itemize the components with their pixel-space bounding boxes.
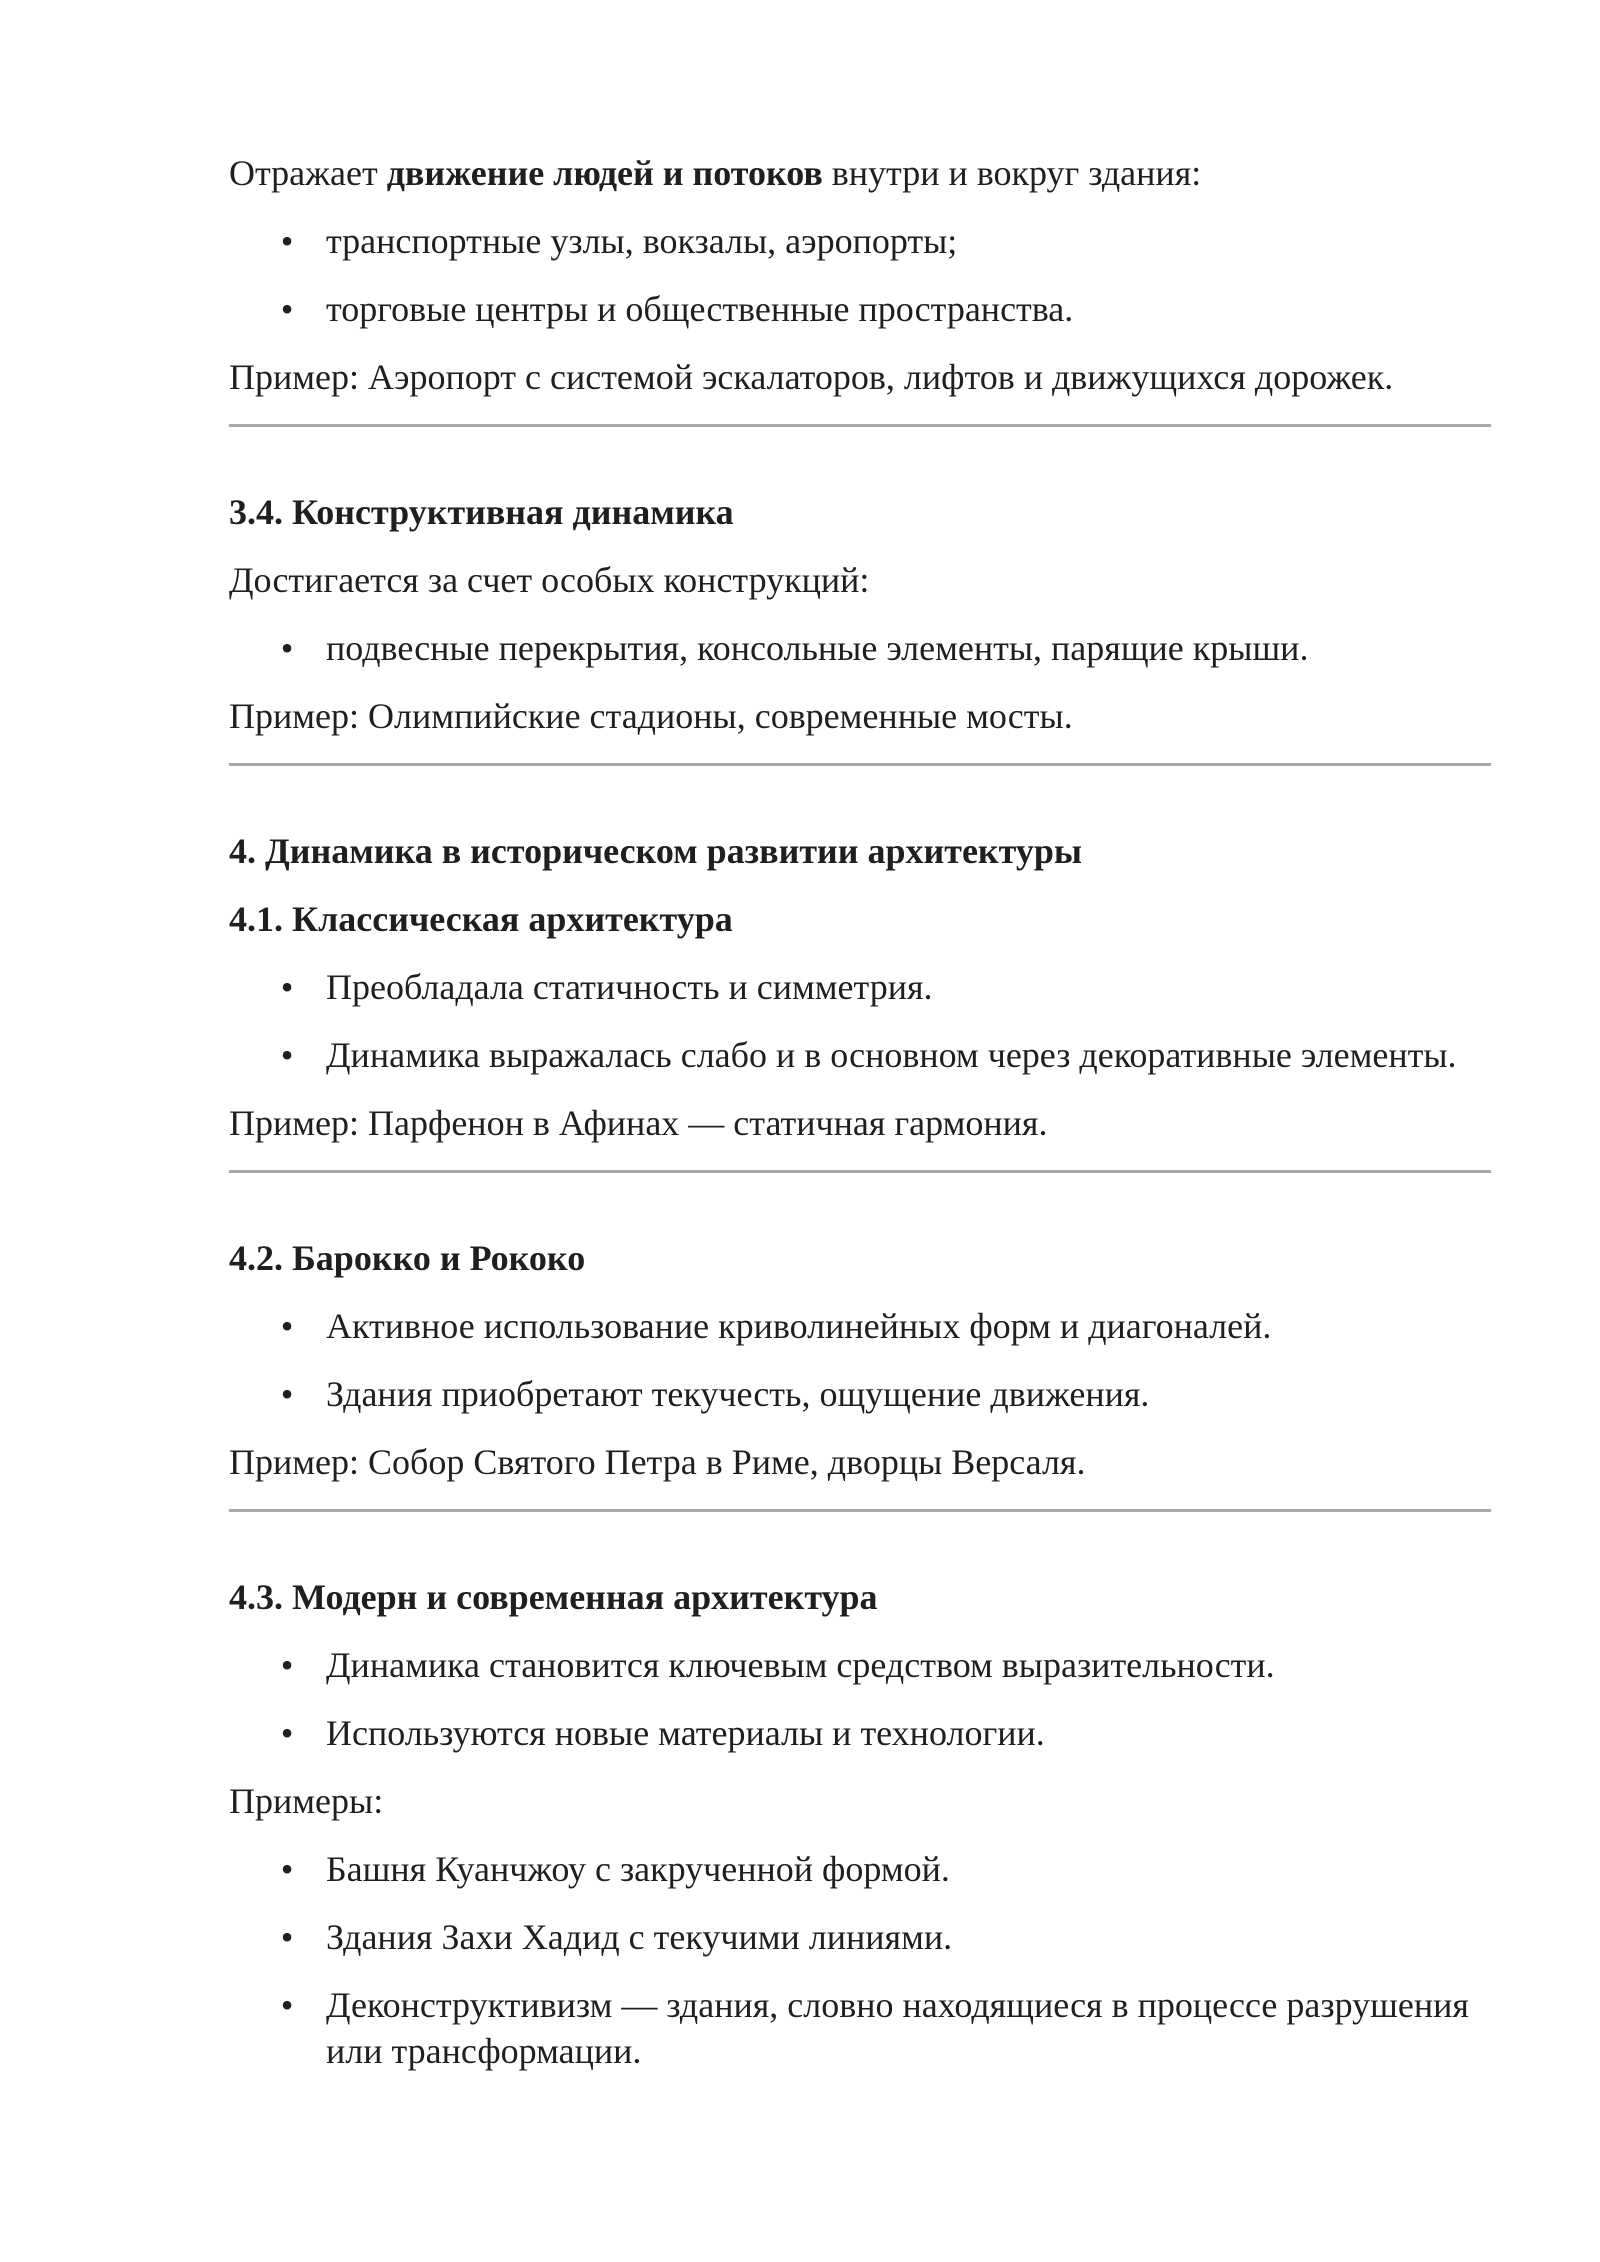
section-4-1-example: Пример: Парфенон в Афинах — статичная гармония. — [229, 1103, 1048, 1143]
list-item: • подвесные перекрытия, консольные элементы, парящие крыши. — [229, 625, 1491, 671]
document-page — [229, 150, 1491, 2096]
bullet-icon: • — [280, 1306, 294, 1346]
section-4-2-heading: 4.2. Барокко и Рококо — [229, 1238, 586, 1278]
list-item: • Динамика становится ключевым средством выразительности. — [229, 1642, 1491, 1688]
bullet-icon: • — [280, 967, 294, 1007]
section-divider — [229, 1509, 1491, 1512]
list-item: • Башня Куанчжоу с закрученной формой. — [229, 1846, 1491, 1892]
bullet-icon: • — [280, 628, 294, 668]
list-item: • Активное использование криволинейных форм и диагоналей. — [229, 1303, 1491, 1349]
bullet-icon: • — [280, 289, 294, 329]
section-4-3-list — [229, 1642, 1491, 1756]
section-4-3-examples-list — [229, 1846, 1491, 2074]
bullet-icon: • — [280, 1713, 294, 1753]
section-divider — [229, 1170, 1491, 1173]
list-item: • торговые центры и общественные пространства. — [229, 286, 1491, 332]
section-4-3-examples-label: Примеры: — [229, 1781, 384, 1821]
list-item: • Используются новые материалы и технологии. — [229, 1710, 1491, 1756]
bullet-icon: • — [280, 1849, 294, 1889]
list-item: • Динамика выражалась слабо и в основном через декоративные элементы. — [229, 1032, 1491, 1078]
bullet-icon: • — [280, 1374, 294, 1414]
list-item: • Преобладала статичность и симметрия. — [229, 964, 1491, 1010]
section-4-1-list — [229, 964, 1491, 1078]
list-item: • транспортные узлы, вокзалы, аэропорты; — [229, 218, 1491, 264]
section-4-1-heading: 4.1. Классическая архитектура — [229, 899, 733, 939]
section-3-4-heading: 3.4. Конструктивная динамика — [229, 492, 734, 532]
section-3-4-intro: Достигается за счет особых конструкций: — [229, 560, 870, 600]
section-3-4-example: Пример: Олимпийские стадионы, современные мосты. — [229, 696, 1073, 736]
section-4-heading: 4. Динамика в историческом развитии архитектуры — [229, 831, 1082, 871]
list-item: • Деконструктивизм — здания, словно находящиеся в процессе разрушения или трансформации. — [229, 1982, 1491, 2074]
section-divider — [229, 763, 1491, 766]
bullet-icon: • — [280, 1985, 294, 2025]
bullet-icon: • — [280, 221, 294, 261]
section-4-3-heading: 4.3. Модерн и современная архитектура — [229, 1577, 878, 1617]
section-3-3-list — [229, 218, 1491, 332]
list-item: • Здания приобретают текучесть, ощущение движения. — [229, 1371, 1491, 1417]
bullet-icon: • — [280, 1035, 294, 1075]
intro-bold-text: движение людей и потоков — [386, 153, 823, 193]
list-item: • Здания Захи Хадид с текучими линиями. — [229, 1914, 1491, 1960]
bullet-icon: • — [280, 1917, 294, 1957]
section-4-2-list — [229, 1303, 1491, 1417]
section-divider — [229, 424, 1491, 427]
section-4-2-example: Пример: Собор Святого Петра в Риме, дворцы Версаля. — [229, 1442, 1086, 1482]
section-3-3-example: Пример: Аэропорт с системой эскалаторов, лифтов и движущихся дорожек. — [229, 357, 1394, 397]
section-3-4-list — [229, 625, 1491, 671]
section-3-3-intro: Отражает движение людей и потоков внутри и вокруг здания: — [229, 153, 1202, 193]
bullet-icon: • — [280, 1645, 294, 1685]
